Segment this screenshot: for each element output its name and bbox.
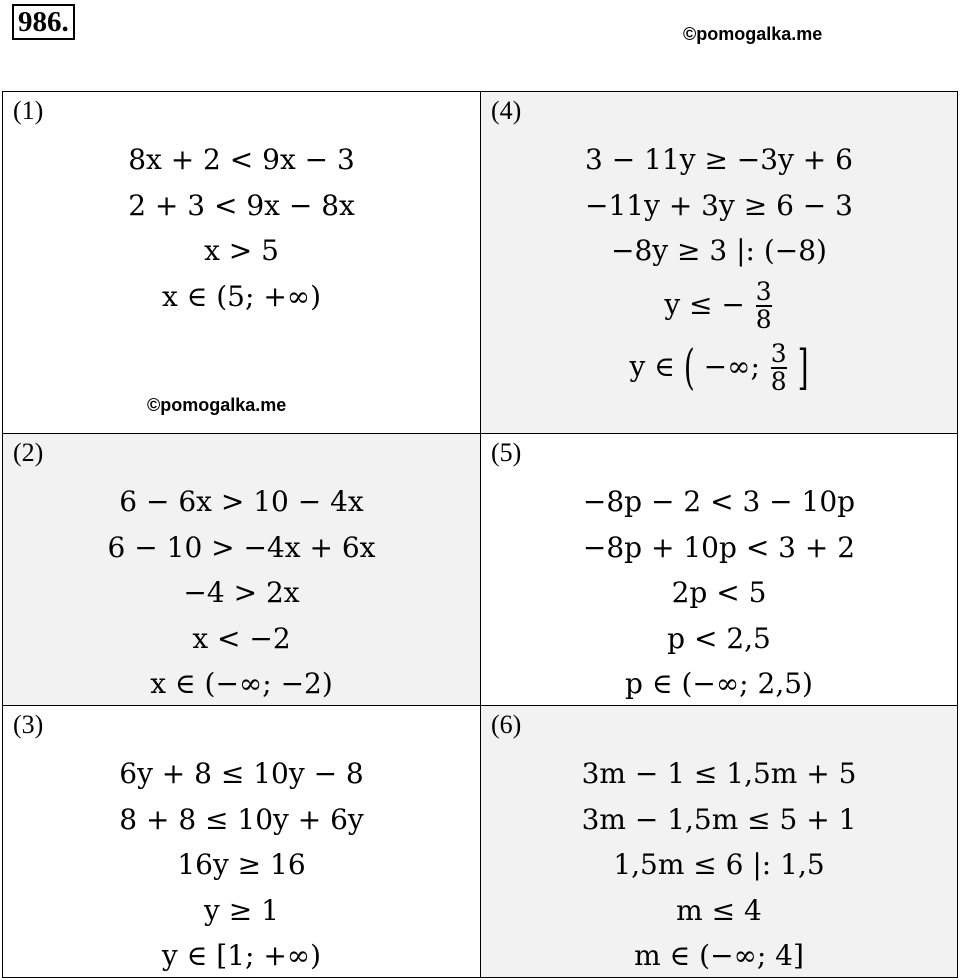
math-text: −∞; <box>703 349 769 383</box>
math-line: −8p − 2 < 3 − 10p <box>582 485 856 518</box>
math-line: y ∈ [1; +∞) <box>161 939 322 972</box>
cell-label: (5) <box>491 438 522 467</box>
math-line: −8p + 10p < 3 + 2 <box>582 530 856 564</box>
math-line: 6 − 10 > −4x + 6x <box>107 530 376 564</box>
math-text: y ∈ <box>629 349 684 383</box>
math-line: 8x + 2 < 9x − 3 <box>128 143 355 176</box>
denominator: 8 <box>755 305 772 334</box>
math-line: 3m − 1,5m ≤ 5 + 1 <box>581 802 857 836</box>
fraction <box>756 279 772 333</box>
cell-4 <box>481 92 957 434</box>
close-bracket: ] <box>797 339 809 396</box>
cell-label: (3) <box>13 710 44 739</box>
cell-2 <box>3 434 481 706</box>
math-line: 2 + 3 < 9x − 8x <box>128 188 355 222</box>
math-line: 1,5m ≤ 6 |: 1,5 <box>613 848 825 881</box>
problem-number: 986. <box>12 4 75 40</box>
math-line: −4 > 2x <box>183 576 300 609</box>
denominator: 8 <box>770 367 787 396</box>
open-paren: ( <box>683 339 695 396</box>
watermark: ©pomogalka.me <box>147 395 287 415</box>
numerator: 3 <box>770 339 787 368</box>
math-line: y ≥ 1 <box>204 893 279 927</box>
math-line: −11y + 3y ≥ 6 − 3 <box>585 188 853 222</box>
math-line: x ∈ (−∞; −2) <box>150 667 333 700</box>
cell-1 <box>3 92 481 434</box>
math-line: −8y ≥ 3 |: (−8) <box>611 234 827 267</box>
watermark: ©pomogalka.me <box>683 24 823 44</box>
cell-5 <box>481 434 957 706</box>
math-line: m ≤ 4 <box>676 893 762 927</box>
math-line: x ∈ (5; +∞) <box>161 279 322 313</box>
cell-3 <box>3 706 481 977</box>
math-line: p ∈ (−∞; 2,5) <box>625 667 813 700</box>
math-line: 16y ≥ 16 <box>177 848 306 881</box>
math-line-answer <box>481 336 957 398</box>
cell-label: (6) <box>491 710 522 739</box>
math-line: 3 − 11y ≥ −3y + 6 <box>585 143 853 176</box>
cell-label: (1) <box>13 96 44 125</box>
math-line: 8 + 8 ≤ 10y + 6y <box>119 802 364 836</box>
math-line: 6 − 6x > 10 − 4x <box>119 485 364 518</box>
math-line-fraction <box>481 274 957 336</box>
math-line: 2p < 5 <box>671 576 767 609</box>
math-line: m ∈ (−∞; 4] <box>634 939 804 972</box>
solutions-table <box>2 91 958 978</box>
numerator: 3 <box>755 277 772 306</box>
math-text: y ≤ − <box>664 287 745 321</box>
math-line: x < −2 <box>192 621 291 655</box>
math-line: x > 5 <box>204 234 279 267</box>
fraction <box>771 341 787 395</box>
cell-6 <box>481 706 957 977</box>
math-line: p < 2,5 <box>667 621 771 655</box>
cell-label: (4) <box>491 96 522 125</box>
cell-label: (2) <box>13 438 44 467</box>
math-line: 6y + 8 ≤ 10y − 8 <box>119 757 364 790</box>
math-line: 3m − 1 ≤ 1,5m + 5 <box>581 757 857 790</box>
